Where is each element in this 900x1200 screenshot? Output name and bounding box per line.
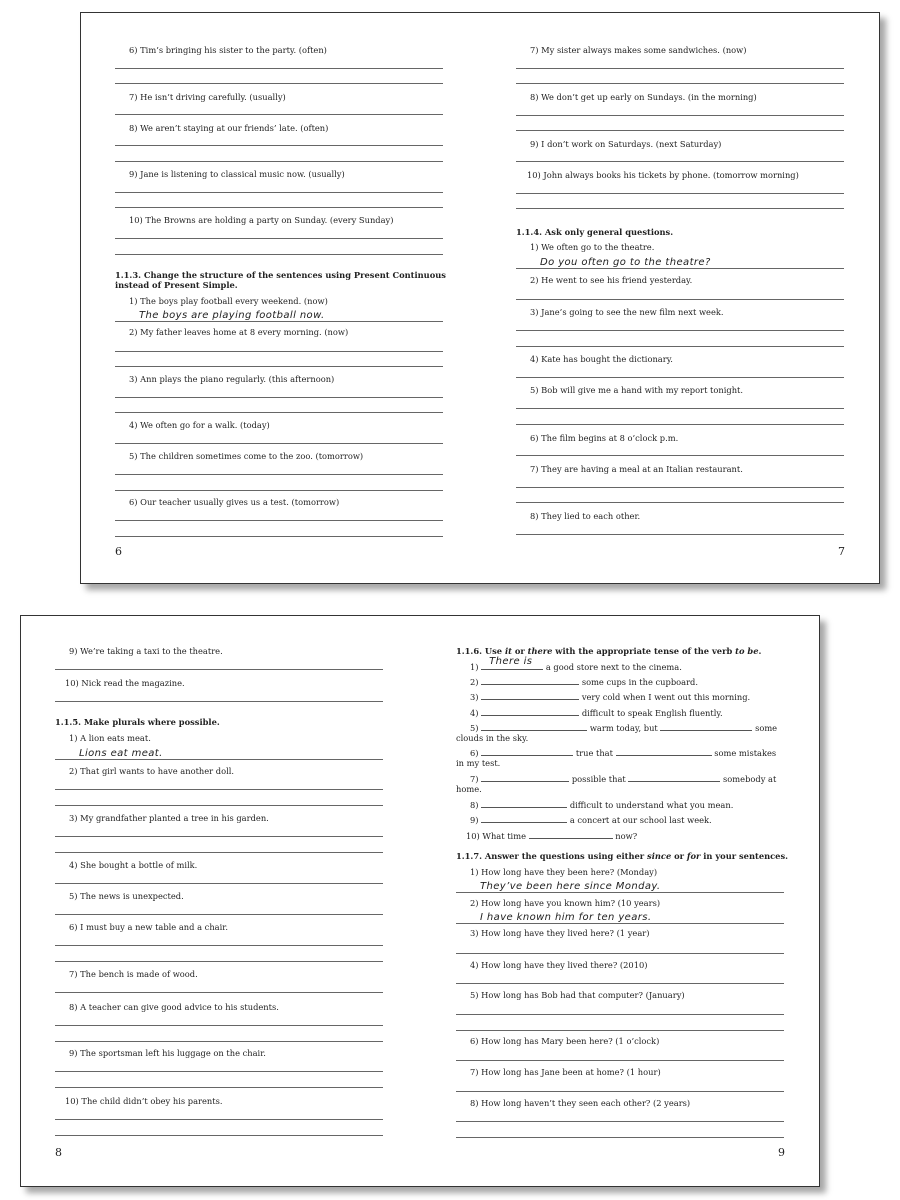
answer-line[interactable] [516, 408, 844, 409]
answer-line[interactable] [115, 207, 443, 208]
sentence-mid: warm today, but [589, 723, 658, 733]
answer-line[interactable] [516, 68, 844, 69]
handwritten-answer: Lions eat meat. [79, 748, 163, 759]
s113-item-2: 2) My father leaves home at 8 every morning. (now) [129, 327, 349, 337]
fill-blank[interactable] [481, 656, 543, 670]
p6-item-8: 8) We aren’t staying at our friends’ late. (often) [129, 123, 329, 133]
heading-for: for [686, 851, 701, 861]
answer-line[interactable] [55, 1025, 383, 1026]
s116-item-10 [466, 830, 637, 841]
answer-line[interactable] [115, 83, 443, 84]
answer-line[interactable] [55, 883, 383, 884]
p8-item-9: 9) We’re taking a taxi to the theatre. [69, 646, 223, 656]
fill-blank[interactable] [481, 707, 579, 716]
item-number: 6) [470, 748, 479, 758]
answer-line[interactable] [516, 330, 844, 331]
s115-item-1: 1) A lion eats meat. [69, 733, 151, 743]
answer-line[interactable] [115, 351, 443, 352]
answer-line[interactable] [55, 992, 383, 993]
page-number: 8 [55, 1146, 62, 1159]
heading-text: 1.1.6. Use [456, 646, 505, 656]
answer-line[interactable] [115, 321, 443, 322]
answer-line[interactable] [516, 208, 844, 209]
answer-line[interactable] [55, 669, 383, 670]
answer-line[interactable] [456, 983, 784, 984]
answer-line[interactable] [55, 759, 383, 760]
item-number: 3) [470, 692, 479, 702]
fill-blank[interactable] [529, 830, 613, 839]
s116-item-5 [470, 722, 777, 733]
sentence-start: 10) What time [466, 831, 526, 841]
s117-item-5: 5) How long has Bob had that computer? (January) [470, 990, 685, 1000]
item-number: 8) [470, 800, 479, 810]
heading-text: 1.1.7. Answer the questions using either [456, 851, 648, 861]
answer-line[interactable] [115, 254, 443, 255]
sentence-rest: a good store next to the cinema. [545, 662, 682, 672]
s113-item-3: 3) Ann plays the piano regularly. (this afternoon) [129, 374, 335, 384]
item-number: 1) [470, 662, 479, 672]
s116-item-3 [470, 691, 750, 702]
answer-line[interactable] [456, 1060, 784, 1061]
s117-item-4: 4) How long have they lived there? (2010) [470, 960, 648, 970]
answer-line[interactable] [115, 145, 443, 146]
fill-blank[interactable] [481, 773, 569, 782]
fill-blank[interactable] [481, 676, 579, 685]
fill-blank[interactable] [481, 814, 567, 823]
answer-line[interactable] [115, 474, 443, 475]
answer-line[interactable] [516, 83, 844, 84]
answer-line[interactable] [516, 487, 844, 488]
handwritten-answer: I have known him for ten years. [480, 912, 652, 923]
answer-line[interactable] [55, 1087, 383, 1088]
answer-line[interactable] [55, 945, 383, 946]
sentence-mid: possible that [571, 774, 626, 784]
heading-text: or [511, 646, 528, 656]
answer-line[interactable] [55, 1071, 383, 1072]
s114-item-6: 6) The film begins at 8 o’clock p.m. [530, 433, 679, 443]
heading-text: in your sentences. [700, 851, 789, 861]
answer-line[interactable] [55, 914, 383, 915]
s116-item-6-cont: in my test. [456, 758, 501, 768]
answer-line[interactable] [516, 424, 844, 425]
answer-line[interactable] [55, 805, 383, 806]
answer-line[interactable] [55, 701, 383, 702]
s115-item-6: 6) I must buy a new table and a chair. [69, 922, 228, 932]
s113-item-4: 4) We often go for a walk. (today) [129, 420, 270, 430]
s116-item-9 [470, 814, 712, 825]
bottom-spread [20, 615, 820, 1187]
s116-item-7-cont: home. [456, 784, 482, 794]
p7-item-9: 9) I don’t work on Saturdays. (next Saturday) [530, 139, 722, 149]
answer-line[interactable] [516, 130, 844, 131]
item-number: 9) [470, 815, 479, 825]
s114-item-5: 5) Bob will give me a hand with my report tonight. [530, 385, 744, 395]
heading-text: with the appropriate tense of the verb [552, 646, 736, 656]
item-number: 4) [470, 708, 479, 718]
section-1-1-6-heading [456, 646, 761, 656]
answer-line[interactable] [456, 1121, 784, 1122]
s114-item-7: 7) They are having a meal at an Italian restaurant. [530, 464, 743, 474]
sentence-rest: very cold when I went out this morning. [581, 692, 751, 702]
s116-item-8 [470, 799, 733, 810]
answer-line[interactable] [516, 193, 844, 194]
heading-there: there [527, 646, 553, 656]
sentence-end: now? [615, 831, 638, 841]
sentence-rest: difficult to speak English fluently. [581, 708, 723, 718]
answer-line[interactable] [516, 115, 844, 116]
section-1-1-5-heading: 1.1.5. Make plurals where possible. [55, 717, 220, 727]
s117-item-6: 6) How long has Mary been here? (1 o’clock) [470, 1036, 660, 1046]
answer-line[interactable] [115, 443, 443, 444]
sentence-rest: difficult to understand what you mean. [569, 800, 734, 810]
answer-line[interactable] [456, 923, 784, 924]
s115-item-9: 9) The sportsman left his luggage on the chair. [69, 1048, 266, 1058]
s117-item-3: 3) How long have they lived here? (1 year) [470, 928, 650, 938]
p8-item-10: 10) Nick read the magazine. [65, 678, 185, 688]
sentence-end: some mistakes [714, 748, 777, 758]
s115-item-2: 2) That girl wants to have another doll. [69, 766, 235, 776]
fill-blank[interactable] [481, 691, 579, 700]
s113-item-5: 5) The children sometimes come to the zoo. (tomorrow) [129, 451, 364, 461]
answer-line[interactable] [115, 520, 443, 521]
p7-item-10: 10) John always books his tickets by phone. (tomorrow morning) [527, 170, 799, 180]
handwritten-answer: Do you often go to the theatre? [540, 257, 711, 268]
answer-line[interactable] [55, 836, 383, 837]
page-number: 6 [115, 545, 122, 558]
s114-item-1: 1) We often go to the theatre. [530, 242, 655, 252]
section-1-1-3-heading: 1.1.3. Change the structure of the sentences using Present Continuous instead of Present Simple. [115, 270, 446, 290]
answer-line[interactable] [516, 534, 844, 535]
answer-line[interactable] [115, 161, 443, 162]
item-number: 2) [470, 677, 479, 687]
p6-item-9: 9) Jane is listening to classical music now. (usually) [129, 169, 345, 179]
answer-line[interactable] [115, 114, 443, 115]
answer-line[interactable] [516, 455, 844, 456]
answer-line[interactable] [55, 1119, 383, 1120]
sentence-end: some [755, 723, 778, 733]
answer-line[interactable] [516, 377, 844, 378]
s113-item-1: 1) The boys play football every weekend. (now) [129, 296, 328, 306]
s115-item-10: 10) The child didn’t obey his parents. [65, 1096, 223, 1106]
answer-line[interactable] [115, 397, 443, 398]
fill-blank[interactable] [616, 747, 712, 756]
sentence-rest: a concert at our school last week. [569, 815, 712, 825]
fill-blank[interactable] [481, 722, 587, 731]
s115-item-8: 8) A teacher can give good advice to his students. [69, 1002, 279, 1012]
s117-item-7: 7) How long has Jane been at home? (1 hour) [470, 1067, 661, 1077]
p6-item-6: 6) Tim’s bringing his sister to the party. (often) [129, 45, 327, 55]
answer-line[interactable] [516, 161, 844, 162]
page-8 [21, 616, 420, 1186]
answer-line[interactable] [115, 412, 443, 413]
s116-item-7 [470, 773, 776, 784]
answer-line[interactable] [456, 953, 784, 954]
answer-line[interactable] [55, 1135, 383, 1136]
s114-item-2: 2) He went to see his friend yesterday. [530, 275, 693, 285]
answer-line[interactable] [516, 346, 844, 347]
answer-line[interactable] [55, 852, 383, 853]
answer-line[interactable] [115, 536, 443, 537]
s113-item-6: 6) Our teacher usually gives us a test. (tomorrow) [129, 497, 340, 507]
s114-item-3: 3) Jane’s going to see the new film next week. [530, 307, 724, 317]
s116-item-1 [470, 656, 682, 672]
s114-item-8: 8) They lied to each other. [530, 511, 641, 521]
p7-item-8: 8) We don’t get up early on Sundays. (in the morning) [530, 92, 757, 102]
s116-item-2 [470, 676, 698, 687]
handwritten-answer: The boys are playing football now. [139, 310, 325, 321]
answer-line[interactable] [456, 1137, 784, 1138]
section-1-1-4-heading: 1.1.4. Ask only general questions. [516, 227, 674, 237]
sentence-end: somebody at [723, 774, 777, 784]
s117-item-2: 2) How long have you known him? (10 years) [470, 898, 661, 908]
s116-item-6 [470, 747, 776, 758]
s117-item-8: 8) How long haven’t they seen each other? (2 years) [470, 1098, 691, 1108]
fill-blank[interactable] [628, 773, 720, 782]
s116-item-5-cont: clouds in the sky. [456, 733, 529, 743]
p6-item-10: 10) The Browns are holding a party on Sunday. (every Sunday) [129, 215, 394, 225]
heading-to-be: to be [735, 646, 759, 656]
top-spread [80, 12, 880, 584]
item-number: 5) [470, 723, 479, 733]
answer-line[interactable] [55, 789, 383, 790]
page-7 [480, 13, 879, 583]
fill-blank[interactable] [660, 722, 752, 731]
answer-line[interactable] [115, 238, 443, 239]
s116-item-4 [470, 707, 723, 718]
s114-item-4: 4) Kate has bought the dictionary. [530, 354, 673, 364]
answer-line[interactable] [115, 68, 443, 69]
handwritten-answer: They’ve been here since Monday. [480, 881, 661, 892]
page-9 [420, 616, 819, 1186]
answer-line[interactable] [516, 502, 844, 503]
p6-item-7: 7) He isn’t driving carefully. (usually) [129, 92, 286, 102]
answer-line[interactable] [115, 366, 443, 367]
heading-text: . [758, 646, 762, 656]
handwritten-answer: There is [489, 656, 533, 667]
p7-item-7: 7) My sister always makes some sandwiches. (now) [530, 45, 747, 55]
item-number: 7) [470, 774, 479, 784]
answer-line[interactable] [115, 192, 443, 193]
sentence-mid: true that [575, 748, 613, 758]
fill-blank[interactable] [481, 799, 567, 808]
s115-item-4: 4) She bought a bottle of milk. [69, 860, 198, 870]
page-6 [81, 13, 480, 583]
s115-item-5: 5) The news is unexpected. [69, 891, 184, 901]
heading-it: it [504, 646, 512, 656]
fill-blank[interactable] [481, 747, 573, 756]
answer-line[interactable] [456, 892, 784, 893]
s115-item-7: 7) The bench is made of wood. [69, 969, 198, 979]
section-1-1-7-heading [456, 851, 788, 861]
answer-line[interactable] [456, 1014, 784, 1015]
answer-line[interactable] [115, 490, 443, 491]
answer-line[interactable] [456, 1091, 784, 1092]
answer-line[interactable] [55, 961, 383, 962]
s115-item-3: 3) My grandfather planted a tree in his garden. [69, 813, 269, 823]
s117-item-1: 1) How long have they been here? (Monday) [470, 867, 658, 877]
page-number: 7 [838, 545, 845, 558]
sentence-rest: some cups in the cupboard. [581, 677, 699, 687]
answer-line[interactable] [516, 299, 844, 300]
heading-since: since [647, 851, 672, 861]
answer-line[interactable] [55, 1041, 383, 1042]
answer-line[interactable] [516, 268, 844, 269]
answer-line[interactable] [456, 1030, 784, 1031]
page-number: 9 [778, 1146, 785, 1159]
heading-text: or [671, 851, 687, 861]
